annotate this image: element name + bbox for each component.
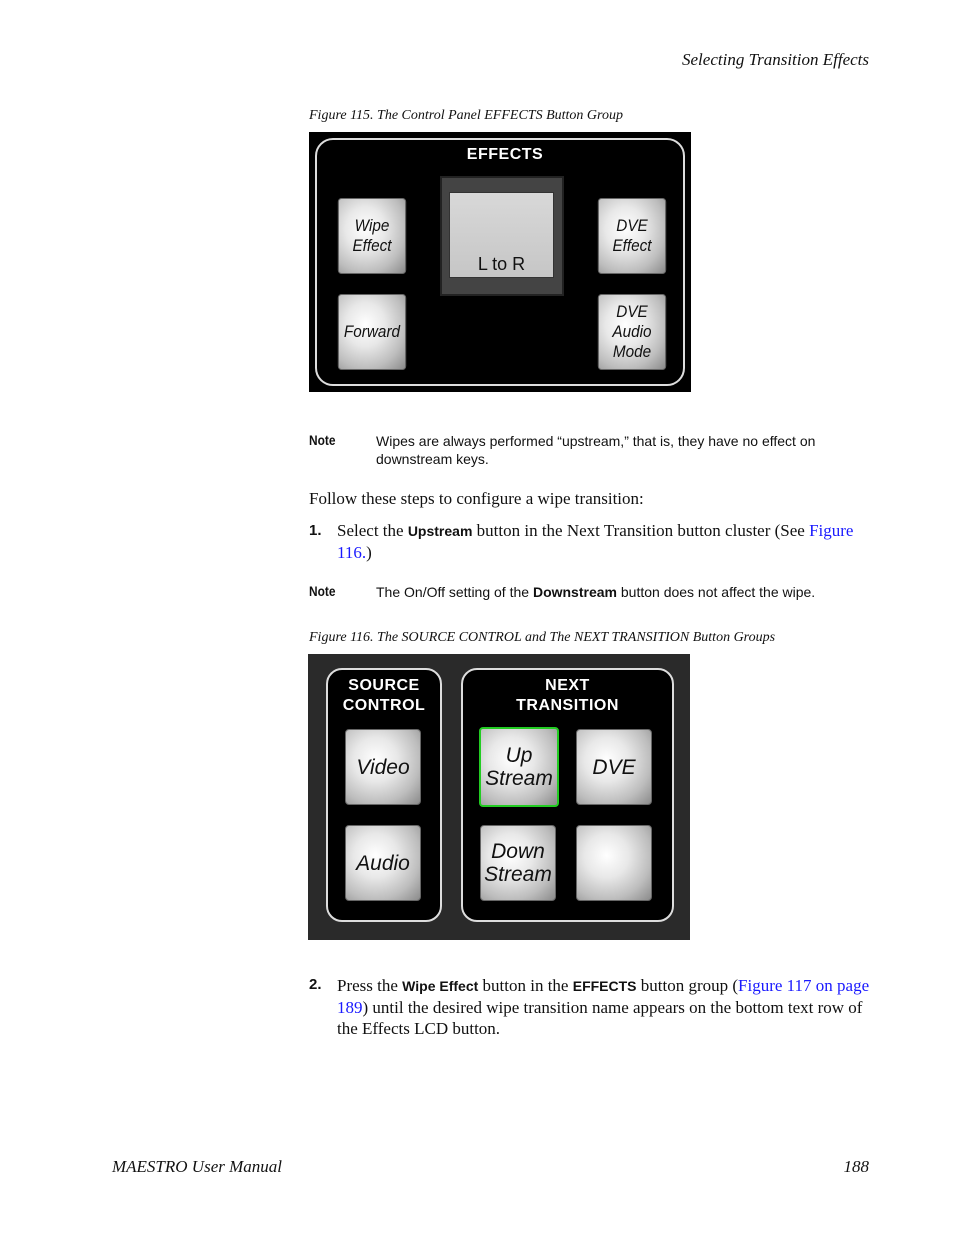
note-2-text bbox=[376, 583, 856, 601]
figure-117-link[interactable]: Figure 117 on page 189 bbox=[337, 976, 870, 1017]
figure-116-link[interactable]: Figure 116. bbox=[337, 521, 854, 562]
next-title-line2: TRANSITION bbox=[516, 697, 619, 714]
forward-button[interactable]: Forward bbox=[338, 294, 406, 370]
next-transition-title bbox=[461, 676, 674, 716]
dve-effect-button[interactable]: DVE Effect bbox=[598, 198, 666, 274]
step-1-post: ) bbox=[366, 543, 372, 562]
effects-panel bbox=[309, 132, 691, 392]
dve-audio-mode-button[interactable]: DVE Audio Mode bbox=[598, 294, 666, 370]
note-2-pre: The On/Off setting of the bbox=[376, 584, 533, 600]
effects-panel-title: EFFECTS bbox=[466, 146, 544, 163]
step-2-mid2: button group ( bbox=[636, 976, 739, 995]
upstream-keyword: Upstream bbox=[407, 523, 473, 539]
down-stream-button[interactable]: Down Stream bbox=[480, 825, 556, 901]
figure-116-caption: Figure 116. The SOURCE CONTROL and The NEXT TRANSITION Button Groups bbox=[309, 630, 776, 645]
source-control-title bbox=[326, 676, 442, 716]
blank-button[interactable] bbox=[576, 825, 652, 901]
running-header: Selecting Transition Effects bbox=[682, 50, 869, 69]
note-text: Wipes are always performed “upstream,” that is, they have no effect on downstream keys. bbox=[376, 433, 816, 467]
step-2-mid1: button in the bbox=[478, 976, 573, 995]
note-label: Note bbox=[309, 583, 336, 599]
effects-keyword: EFFECTS bbox=[572, 978, 637, 994]
figure-115-caption: Figure 115. The Control Panel EFFECTS Button Group bbox=[309, 108, 623, 123]
step-2-pre: Press the bbox=[337, 976, 403, 995]
video-button[interactable]: Video bbox=[345, 729, 421, 805]
downstream-keyword: Downstream bbox=[532, 584, 617, 600]
footer-manual-title: MAESTRO User Manual bbox=[112, 1157, 282, 1176]
next-title-line1: NEXT bbox=[545, 677, 590, 694]
note-2-post: button does not affect the wipe. bbox=[616, 584, 816, 600]
intro-paragraph: Follow these steps to configure a wipe transition: bbox=[309, 489, 644, 508]
step-2-text bbox=[337, 975, 877, 1039]
effects-lcd-button[interactable]: L to R bbox=[449, 192, 554, 278]
step-1-text bbox=[337, 520, 877, 563]
note-label: Note bbox=[309, 432, 336, 448]
up-stream-button[interactable]: Up Stream bbox=[479, 727, 559, 807]
step-1-pre: Select the bbox=[337, 521, 408, 540]
wipe-effect-button[interactable]: Wipe Effect bbox=[338, 198, 406, 274]
step-number: 2. bbox=[309, 976, 322, 993]
step-1-mid: button in the Next Transition button cluster (See bbox=[472, 521, 810, 540]
source-title-line1: SOURCE bbox=[348, 677, 420, 694]
step-2-post: ) until the desired wipe transition name appears on the bottom text row of the Effects LCD button. bbox=[337, 998, 863, 1038]
wipe-effect-keyword: Wipe Effect bbox=[402, 978, 479, 994]
page-number: 188 bbox=[843, 1157, 869, 1176]
source-title-line2: CONTROL bbox=[342, 697, 426, 714]
dve-button[interactable]: DVE bbox=[576, 729, 652, 805]
source-next-panel bbox=[308, 654, 690, 940]
audio-button[interactable]: Audio bbox=[345, 825, 421, 901]
step-number: 1. bbox=[309, 522, 322, 539]
